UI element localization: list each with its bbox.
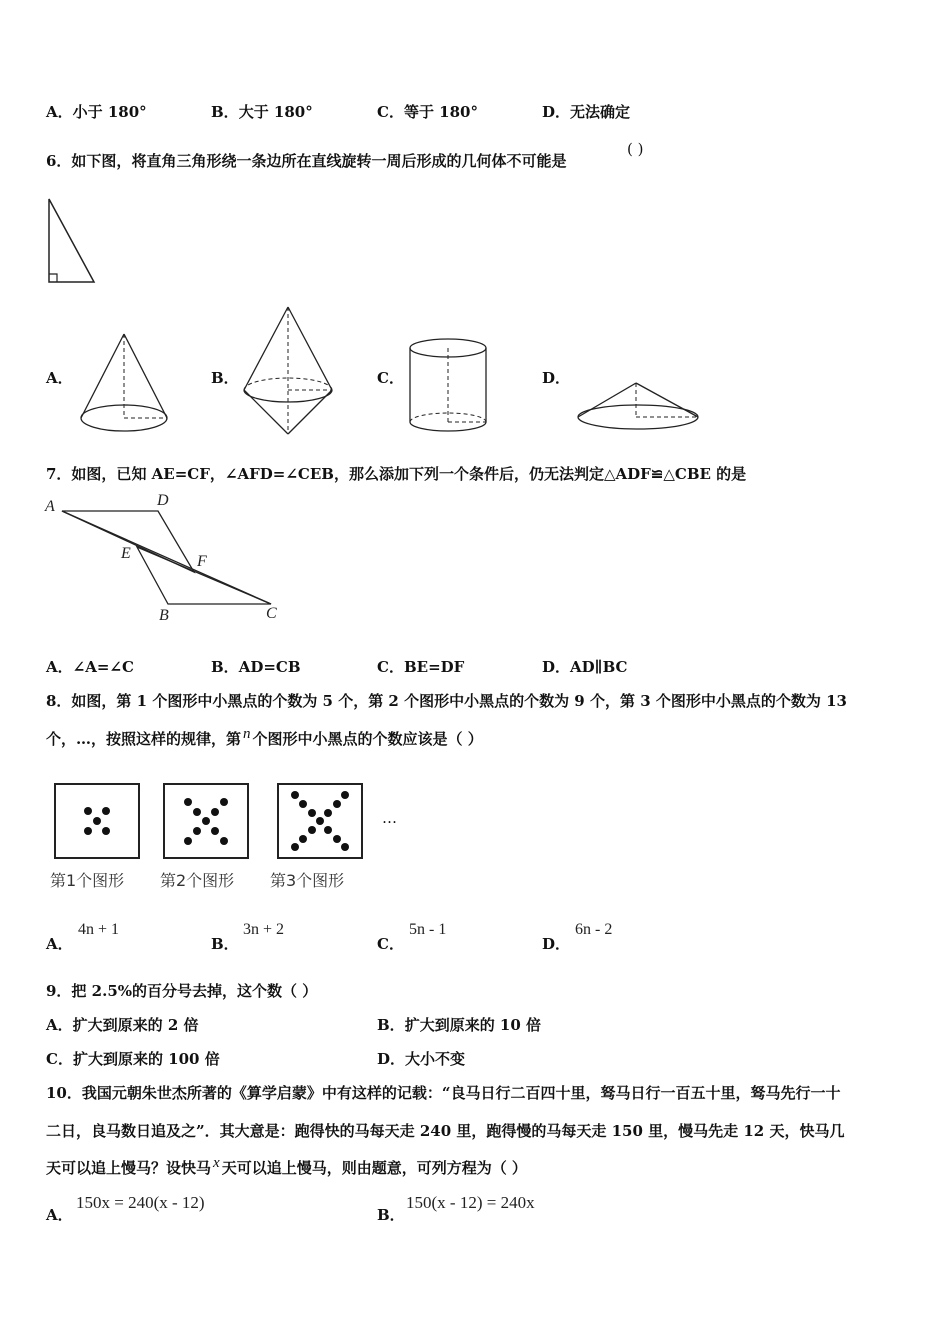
q8-figure-2-label: 第2个图形 (160, 871, 235, 890)
q8-figure-3-dots (279, 785, 361, 857)
q7-option-a: A．∠A=∠C (46, 658, 134, 676)
q7-point-b: B (159, 607, 169, 624)
q9-option-c: C．扩大到原来的 100 倍 (46, 1050, 220, 1068)
q10-line3: 天可以追上慢马？设快马 x 天可以追上慢马，则由题意，可列方程为（ ） (46, 1155, 527, 1177)
q9-option-d: D．大小不变 (377, 1050, 466, 1068)
q8-stem-line2: 个，…，按照这样的规律，第 n 个图形中小黑点的个数应该是（ ） (46, 726, 483, 748)
q6-right-triangle-figure (44, 196, 100, 288)
q6-option-d-label: D． (542, 369, 571, 387)
q10-line1: 10．我国元朝朱世杰所著的《算学启蒙》中有这样的记载：“良马日行二百四十里，驽马日行一百五十里，驽马先行一十 (46, 1084, 841, 1102)
q10-option-b-label: B． (377, 1206, 405, 1224)
q5-option-b: B．大于 180° (211, 103, 313, 121)
q7-point-d: D (157, 492, 169, 509)
q9-option-a: A．扩大到原来的 2 倍 (46, 1016, 199, 1034)
q10-option-a-expr: 150x = 240(x - 12) (76, 1193, 205, 1212)
q6-answer-paren: ( ) (627, 140, 644, 158)
q6-cone-figure (74, 330, 174, 436)
q8-option-c-expr: 5n - 1 (409, 921, 447, 938)
q7-option-b: B．AD=CB (211, 658, 301, 676)
q8-option-a-expr: 4n + 1 (78, 921, 120, 938)
q7-option-c: C．BE=DF (377, 658, 465, 676)
q6-stem: 6．如下图，将直角三角形绕一条边所在直线旋转一周后形成的几何体不可能是 (46, 152, 567, 170)
q7-point-f: F (197, 553, 207, 570)
q7-point-c: C (266, 605, 277, 622)
q5-option-d: D．无法确定 (542, 103, 631, 121)
q10-option-b-expr: 150(x - 12) = 240x (406, 1193, 535, 1212)
q6-flat-cone-figure (574, 380, 704, 436)
q8-option-b-expr: 3n + 2 (243, 921, 285, 938)
q8-figure-2-box (163, 783, 249, 859)
q6-double-cone-figure (238, 304, 338, 438)
q8-figure-2-dots (165, 785, 247, 857)
q5-option-c: C．等于 180° (377, 103, 478, 121)
q6-option-c-label: C． (377, 369, 404, 387)
q8-figure-1-box (54, 783, 140, 859)
q6-cylinder-figure (404, 336, 492, 438)
q6-option-a-label: A． (46, 369, 73, 387)
q5-option-a: A．小于 180° (46, 103, 147, 121)
q7-point-a: A (45, 498, 55, 515)
q7-point-e: E (121, 545, 131, 562)
q8-figure-3-label: 第3个图形 (270, 871, 345, 890)
q10-line2: 二日，良马数日追及之”．其大意是：跑得快的马每天走 240 里，跑得慢的马每天走 150 里，慢马先走 12 天，快马几 (46, 1122, 845, 1140)
q9-option-b: B．扩大到原来的 10 倍 (377, 1016, 542, 1034)
q8-option-b-label: B． (211, 935, 239, 953)
q8-ellipsis: … (382, 809, 397, 827)
q8-option-c-label: C． (377, 935, 404, 953)
q8-figure-3-box (277, 783, 363, 859)
q8-option-a-label: A． (46, 935, 73, 953)
q8-figure-1-label: 第1个图形 (50, 871, 125, 890)
q8-option-d-label: D． (542, 935, 571, 953)
q7-stem: 7．如图，已知 AE=CF，∠AFD=∠CEB，那么添加下列一个条件后，仍无法判定△ADF≌△CBE 的是 (46, 465, 747, 483)
q8-option-d-expr: 6n - 2 (575, 921, 613, 938)
q7-option-d: D．AD∥BC (542, 658, 628, 676)
q8-figure-1-dots (56, 785, 138, 857)
q6-option-b-label: B． (211, 369, 239, 387)
q10-option-a-label: A． (46, 1206, 73, 1224)
q8-stem-line1: 8．如图，第 1 个图形中小黑点的个数为 5 个，第 2 个图形中小黑点的个数为 9 个，第 3 个图形中小黑点的个数为 13 (46, 692, 847, 710)
q9-stem: 9．把 2.5%的百分号去掉，这个数（ ） (46, 982, 318, 1000)
